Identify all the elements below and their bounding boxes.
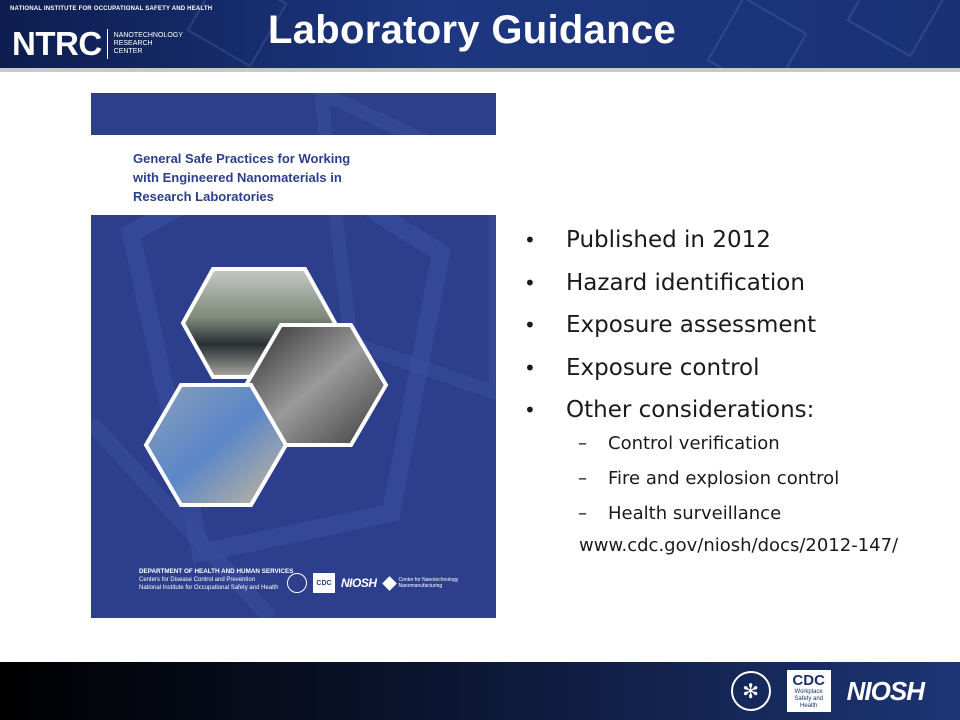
header-banner [0, 0, 960, 68]
cover-title-line: Research Laboratories [133, 189, 274, 204]
sub-bullet-list [524, 430, 839, 535]
cdc-logo-subtext: Workplace Safety and Health [794, 688, 823, 709]
bullet-dot: • [524, 355, 536, 380]
logo-name-line: NANOTECHNOLOGY [113, 32, 183, 39]
sub-bullet-item [524, 430, 839, 465]
sub-bullet-group [524, 430, 839, 535]
decorative-hexagon [706, 0, 807, 68]
bullet-dot: • [524, 313, 536, 337]
cover-publisher-line: Centers for Disease Control and Prevention [139, 577, 256, 583]
cdc-workplace-logo [787, 670, 831, 712]
niosh-logo: NIOSH [846, 675, 924, 706]
nano-center-line: Nanomanufacturing [398, 583, 443, 589]
bullet-dot: • [524, 270, 536, 295]
bullet-item [524, 309, 839, 352]
bullet-dot: • [524, 398, 536, 422]
bullet-item [524, 224, 839, 267]
sub-bullet-item [524, 500, 839, 535]
decorative-hexagon [846, 0, 947, 58]
cover-title-line: with Engineered Nanomaterials in [133, 170, 342, 185]
ntrc-logo [12, 24, 183, 64]
bullet-text: Published in 2012 [566, 227, 771, 253]
cover-hexagon-photos [91, 93, 496, 618]
niosh-logo: NIOSH [341, 576, 377, 590]
logo-name-line: CENTER [113, 48, 143, 55]
nano-center-mark-icon [382, 576, 397, 591]
bullet-text: Exposure assessment [566, 312, 817, 338]
page-title: Laboratory Guidance [268, 8, 677, 52]
source-url: www.cdc.gov/niosh/docs/2012-147/ [579, 535, 899, 556]
document-cover-image [91, 93, 496, 618]
footer-banner [0, 662, 960, 720]
hhs-eagle-icon [287, 573, 307, 593]
bullet-text: Exposure control [566, 354, 760, 381]
footer-logos [731, 670, 924, 712]
bullet-item [524, 394, 839, 430]
sub-bullet-dash: – [578, 468, 587, 489]
logo-name-line: RESEARCH [113, 40, 153, 47]
bullet-text: Other considerations: [566, 397, 815, 423]
nano-center-logo [383, 577, 459, 590]
header-divider [0, 68, 960, 72]
sub-bullet-item [524, 465, 839, 500]
ntrc-logo-acronym: NTRC [12, 25, 102, 62]
bullet-item [524, 352, 839, 395]
nano-center-line: Center for Nanotechnology [398, 577, 459, 583]
sub-bullet-text: Health surveillance [608, 503, 782, 524]
cover-publisher-line: National Institute for Occupational Safety and Health [139, 585, 279, 591]
bullet-dot: • [524, 228, 536, 252]
cover-title-line: General Safe Practices for Working [133, 151, 351, 166]
agency-name: NATIONAL INSTITUTE FOR OCCUPATIONAL SAFETY AND HEALTH [10, 6, 213, 12]
bullet-item [524, 267, 839, 310]
ntrc-logo-name [114, 32, 183, 56]
cdc-logo-text: CDC [792, 671, 825, 689]
cover-logos [287, 571, 487, 595]
sub-bullet-text: Control verification [608, 433, 780, 454]
hhs-eagle-icon: ✻ [731, 671, 771, 711]
bullet-text: Hazard identification [566, 269, 805, 296]
sub-bullet-dash: – [578, 503, 587, 524]
cover-department: DEPARTMENT OF HEALTH AND HUMAN SERVICES [139, 568, 294, 575]
guidance-bullet-list [524, 224, 839, 535]
sub-bullet-text: Fire and explosion control [608, 468, 840, 489]
sub-bullet-dash: – [578, 433, 587, 454]
logo-divider [107, 29, 108, 59]
cdc-logo: CDC [313, 573, 335, 593]
